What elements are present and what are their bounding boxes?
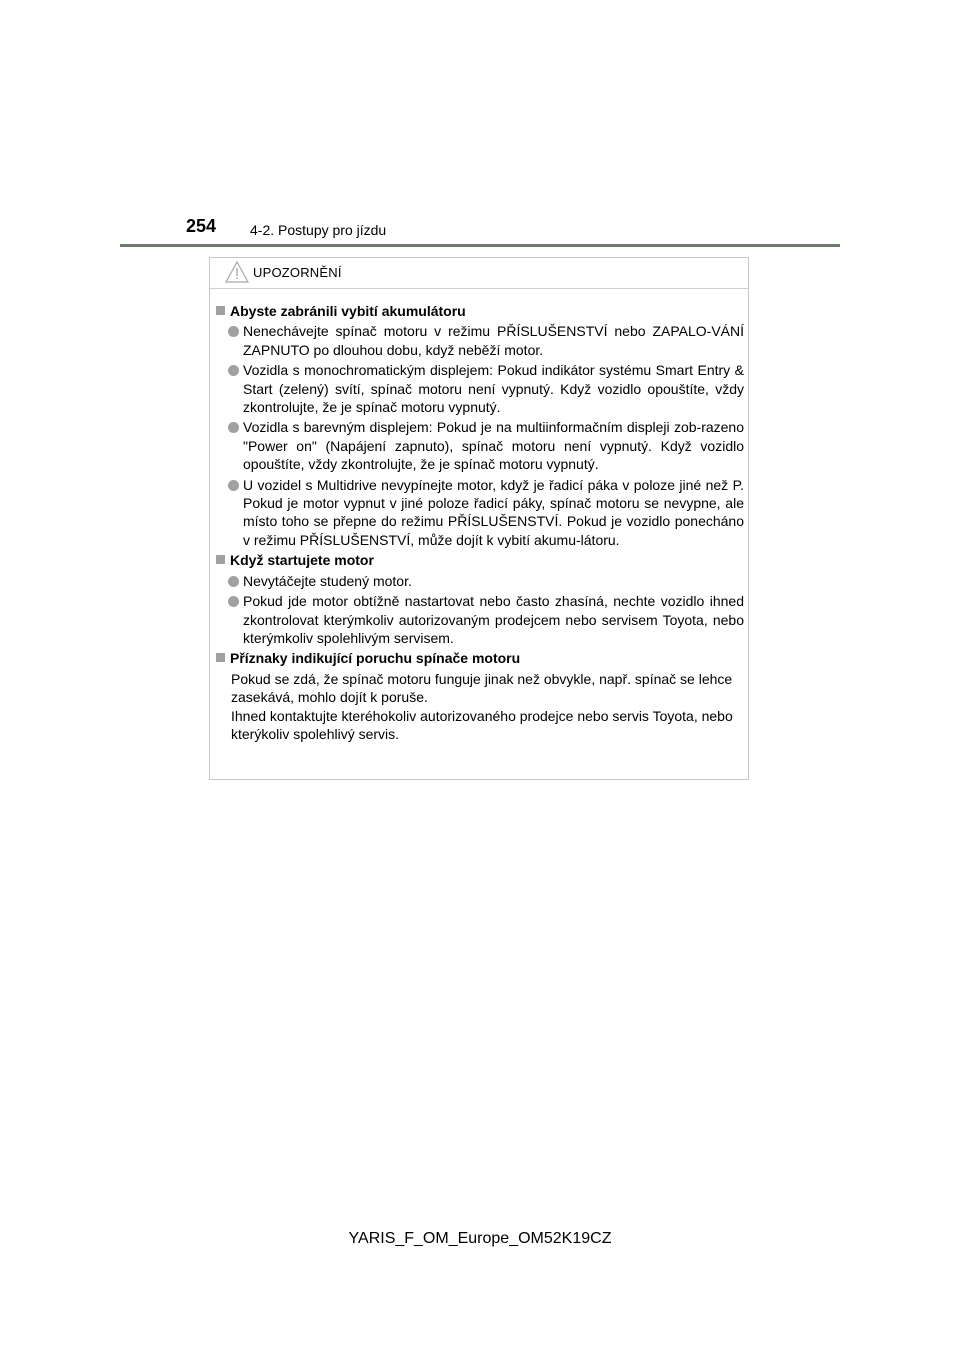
section-title: 4-2. Postupy pro jízdu (250, 222, 387, 238)
paragraph: Ihned kontaktujte kteréhokoliv autorizovaného prodejce nebo servis Toyota, nebo kterýkoliv spolehlivý servis. (231, 707, 733, 742)
header-rule (120, 244, 840, 247)
square-bullet-icon (216, 653, 225, 662)
section-heading: Abyste zabránili vybití akumulátoru (214, 302, 744, 320)
warning-content (214, 302, 744, 743)
bullet-icon (228, 576, 239, 587)
bullet-icon (228, 596, 239, 607)
bullet-icon (228, 326, 239, 337)
section-heading: Když startujete motor (214, 551, 744, 569)
list-item: Nevytáčejte studený motor. (214, 572, 744, 590)
list-item: Nenechávejte spínač motoru v režimu PŘÍSLUŠENSTVÍ nebo ZAPALO-VÁNÍ ZAPNUTO po dlouhou dobu, když neběží motor. (214, 322, 744, 359)
square-bullet-icon (216, 555, 225, 564)
section-heading: Příznaky indikující poruchu spínače motoru (214, 649, 744, 667)
paragraph: Pokud se zdá, že spínač motoru funguje jinak než obvykle, např. spínač se lehce zasekává, mohlo dojít k poruše. (231, 670, 733, 706)
footer-code: YARIS_F_OM_Europe_OM52K19CZ (348, 1230, 612, 1247)
list-item: Vozidla s monochromatickým displejem: Pokud indikátor systému Smart Entry & Start (zelený) svítí, spínač motoru není vypnutý. Když vozidlo opouštíte, vždy zkontrolujte, že je spínač motoru vypnutý. (214, 361, 744, 416)
list-item: Pokud jde motor obtížně nastartovat nebo často zhasíná, nechte vozidlo ihned zkontrolovat kterýmkoliv autorizovaným prodejcem nebo servisem Toyota, nebo kterýmkoliv spolehlivým servisem. (214, 592, 744, 647)
square-bullet-icon (216, 306, 225, 315)
bullet-icon (228, 365, 239, 376)
bullet-icon (228, 422, 239, 433)
list-item: U vozidel s Multidrive nevypínejte motor, když je řadicí páka v poloze jiné než P. Pokud je motor vypnut v jiné poloze řadicí páky, spínač motoru se nevypne, ale místo toho se přepne do režimu PŘÍSLUŠENSTVÍ. Pokud je vozidlo ponecháno v režimu PŘÍSLUŠENSTVÍ, může dojít k vybití akumu-látoru. (214, 476, 744, 550)
warning-box (209, 257, 749, 780)
bullet-icon (228, 480, 239, 491)
page-number: 254 (186, 216, 217, 236)
warning-triangle-icon (225, 261, 249, 283)
list-item: Vozidla s barevným displejem: Pokud je na multiinformačním displeji zob-razeno "Power on" (Napájení zapnuto), spínač motoru není vypnutý. Když vozidlo opouštíte, vždy zkontrolujte, že je spínač motoru vypnutý. (214, 418, 744, 473)
warning-title: UPOZORNĚNÍ (253, 265, 342, 280)
warning-header (210, 258, 748, 289)
